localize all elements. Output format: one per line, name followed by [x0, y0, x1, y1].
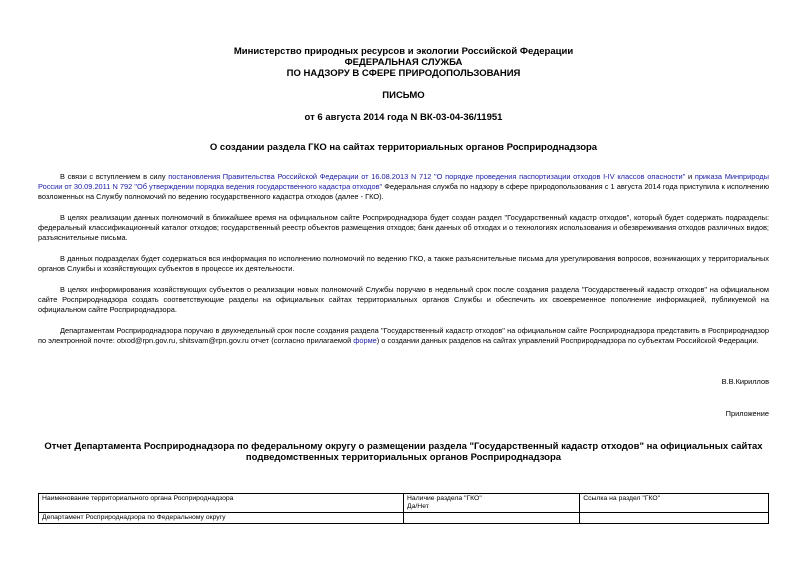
- paragraph-5-rest: ) о создании данных разделов на сайтах управлений Росприроднадзора по субъектам Российской Федерации.: [376, 336, 759, 345]
- service-name-line2: ПО НАДЗОРУ В СФЕРЕ ПРИРОДОПОЛЬЗОВАНИЯ: [286, 68, 521, 79]
- cell-territorial-body: Департамент Росприроднадзора по Федеральному округу: [39, 513, 404, 524]
- appendix-label: Приложение: [725, 409, 769, 418]
- header-cell-section-presence-line2: Да/Нет: [407, 503, 429, 510]
- paragraph-4: В целях информирования хозяйствующих субъектов о реализации новых полномочий Службы поручаю в недельный срок после создания раздела "Государственный кадастр отходов" на официальном сайте Росприроднадзора создать соответствующие разделы на официальных сайтах территориальных органов Службы и обеспечить их своевременное пополнение информацией, публикуемой на официальном сайте Росприроднадзора.: [38, 285, 769, 314]
- paragraph-1-rest: Федеральная служба по надзору в сфере природопользования с 1 августа 2014 года приступила к исполнению возложенных на Службу полномочий по ведению государственного кадастра отходов (далее - ГКО).: [38, 182, 769, 201]
- report-title-line2: подведомственных территориальных органов Росприроднадзора: [245, 452, 562, 463]
- paragraph-1-intro: В связи с вступлением в силу: [60, 172, 169, 181]
- header-cell-section-presence-line1: Наличие раздела "ГКО": [407, 495, 482, 502]
- ministry-order-link[interactable]: приказа Минприроды России от 30.09.2011 N 792 "Об утверждении порядка ведения государственного кадастра отходов": [38, 172, 769, 191]
- paragraph-5-intro: Департаментам Росприроднадзора поручаю в двухнедельный срок после создания раздела "Государственный кадастр отходов" на официальном сайте Росприроднадзора представить в Росприроднадзор по электронной почте: otxod@rpn.gov.ru, shitsvam@rpn.gov.ru отчет (согласно прилагаемой: [38, 326, 769, 345]
- table-header-row: [39, 494, 769, 513]
- report-form-link[interactable]: форме: [353, 336, 377, 345]
- ministry-name: Министерство природных ресурсов и экологии Российской Федерации: [233, 46, 574, 57]
- cell-section-presence: [404, 513, 580, 524]
- service-name-line1: ФЕДЕРАЛЬНАЯ СЛУЖБА: [344, 57, 463, 68]
- government-decree-link[interactable]: постановления Правительства Российской Федерации от 16.08.2013 N 712 "О порядке проведения паспортизации отходов I-IV классов опасности": [168, 172, 686, 181]
- header-cell-territorial-body: Наименование территориального органа Росприроднадзора: [39, 494, 404, 513]
- paragraph-3: В данных подразделах будет содержаться вся информация по исполнению полномочий по ведению ГКО, а также разъяснительные письма для урегулирования вопросов, возникающих у территориальных органов Службы и хозяйствующих субъектов в процессе их деятельности.: [38, 254, 769, 273]
- signature: В.В.Кириллов: [721, 377, 769, 386]
- cell-section-link: [580, 513, 769, 524]
- report-title-line1: Отчет Департамента Росприроднадзора по федеральному округу о размещении раздела "Государственный кадастр отходов" на официальных сайтах: [44, 441, 763, 452]
- paragraph-2: В целях реализации данных полномочий в ближайшее время на официальном сайте Росприроднадзора будет создан раздел "Государственный кадастр отходов", который будет содержать подразделы: федеральный классификационный каталог отходов; государственный реестр объектов размещения отходов; банк данных об отходах и о технологиях использования и обезвреживания отходов различных видов; разъяснительные письма.: [38, 213, 769, 242]
- document-type: ПИСЬМО: [382, 90, 425, 101]
- document-date-number: от 6 августа 2014 года N ВК-03-04-36/11951: [304, 112, 503, 123]
- header-cell-section-link: Ссылка на раздел "ГКО": [580, 494, 769, 513]
- report-title: [0, 441, 807, 463]
- header-cell-section-presence: [404, 494, 580, 513]
- paragraph-5: [38, 326, 769, 346]
- report-table: [38, 493, 769, 524]
- document-subject: О создании раздела ГКО на сайтах территориальных органов Росприроднадзора: [209, 142, 598, 153]
- table-row: [39, 513, 769, 524]
- paragraph-1: [38, 172, 769, 202]
- paragraph-1-conjunction: и: [685, 172, 695, 181]
